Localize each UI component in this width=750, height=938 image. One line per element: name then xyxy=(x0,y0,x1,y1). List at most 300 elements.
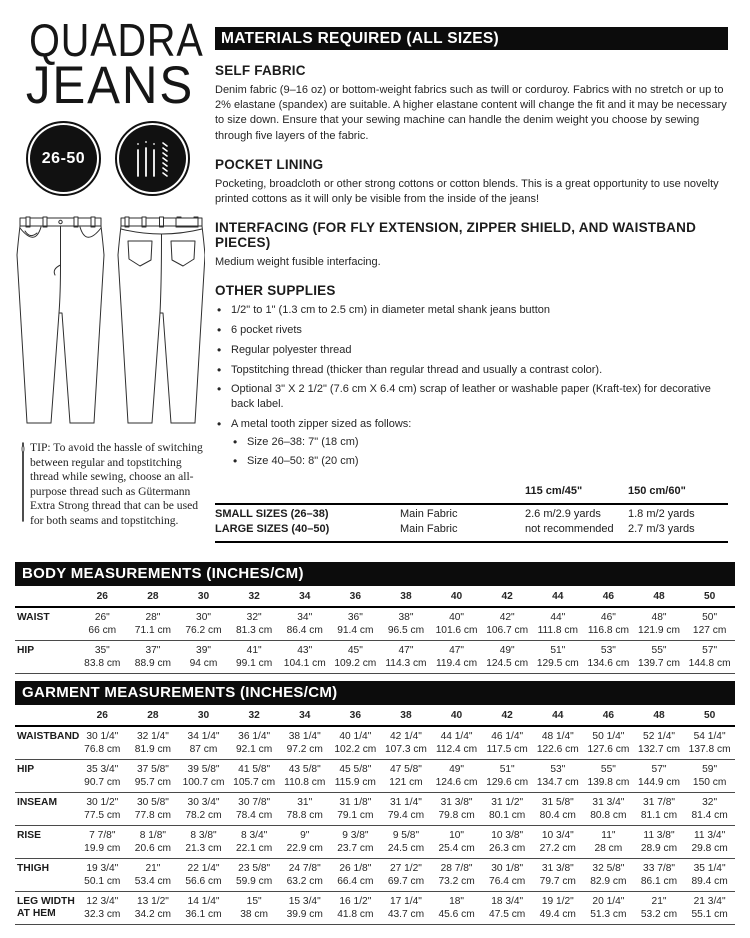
value-cm: 127 cm xyxy=(692,625,727,636)
value-inches: 31 1/2" xyxy=(491,797,524,808)
value-cm: 19.9 cm xyxy=(84,843,121,854)
fabric-row-label: SMALL SIZES (26–38) xyxy=(215,507,329,520)
value-inches: 45" xyxy=(347,645,363,656)
value-inches: 9" xyxy=(300,830,310,841)
value-cm: 144.8 cm xyxy=(688,658,731,669)
value-cm: 95.7 cm xyxy=(134,777,172,788)
value-inches: 46" xyxy=(600,612,616,623)
value-inches: 23 5/8" xyxy=(238,863,271,874)
value-cm: 105.7 cm xyxy=(233,777,276,788)
measurement-row xyxy=(15,793,735,826)
value-inches: 30 3/4" xyxy=(187,797,220,808)
measurement-cell xyxy=(178,862,229,888)
fabric-row-115: 2.6 m/2.9 yards xyxy=(525,507,601,520)
measurement-cell xyxy=(279,730,330,756)
value-inches: 21" xyxy=(651,896,667,907)
value-cm: 66 cm xyxy=(88,625,117,636)
measurement-cell xyxy=(431,644,482,670)
value-cm: 115.9 cm xyxy=(334,777,376,788)
fabric-row-label: LARGE SIZES (40–50) xyxy=(215,523,330,535)
value-cm: 99.1 cm xyxy=(236,658,273,669)
measurement-cell xyxy=(482,895,533,921)
measurement-cell xyxy=(178,644,229,670)
value-inches: 13 1/2" xyxy=(136,896,169,907)
measurement-cell xyxy=(178,611,229,637)
value-cm: 82.9 cm xyxy=(590,876,627,887)
logo-badges xyxy=(26,121,190,196)
value-inches: 28 7/8" xyxy=(440,863,473,874)
value-inches: 41 5/8" xyxy=(238,764,271,775)
value-inches: 15 3/4" xyxy=(288,896,321,907)
value-cm: 24.5 cm xyxy=(387,843,425,854)
value-inches: 53" xyxy=(550,764,566,775)
value-inches: 19 1/2" xyxy=(541,896,574,907)
bullet-item: • Topstitching thread (thicker than regular thread and usually a contrast color). xyxy=(215,363,728,378)
value-inches: 44" xyxy=(550,612,566,623)
value-cm: 139.8 cm xyxy=(587,777,630,788)
value-inches: 40 1/4" xyxy=(339,731,372,742)
measurement-cell xyxy=(229,763,280,789)
measurement-cell xyxy=(279,862,330,888)
measurement-cell xyxy=(381,796,432,822)
value-inches: 22 1/4" xyxy=(187,863,220,874)
value-cm: 83.8 cm xyxy=(84,658,121,669)
value-cm: 132.7 cm xyxy=(638,744,680,755)
measurement-cell xyxy=(482,730,533,756)
value-cm: 100.7 cm xyxy=(182,777,225,788)
measurement-cell xyxy=(178,895,229,921)
value-inches: 42" xyxy=(499,612,515,623)
value-cm: 79.4 cm xyxy=(387,810,425,821)
value-cm: 28 cm xyxy=(594,843,623,854)
measurement-cell xyxy=(684,796,735,822)
tip-text: TIP: To avoid the hassle of switching between regular and topstitching thread while sewing, choose an all-purpose thread such as Gütermann Extra Strong thread that can be used for both seams and topstitching. xyxy=(30,441,203,527)
body-measurements-table xyxy=(15,586,735,674)
interfacing-body: Medium weight fusible interfacing. xyxy=(215,256,381,269)
size-header-cell: 36 xyxy=(349,591,362,602)
value-inches: 30 1/2" xyxy=(86,797,119,808)
other-supplies-heading: OTHER SUPPLIES xyxy=(215,283,336,299)
value-cm: 111.8 cm xyxy=(537,625,578,636)
fabric-table-header-row xyxy=(215,484,728,505)
value-inches: 33 7/8" xyxy=(643,863,675,874)
size-header-cell: 36 xyxy=(349,710,362,721)
value-inches: 10" xyxy=(449,830,465,841)
measurement-cell xyxy=(77,862,128,888)
bullet-sublist xyxy=(231,435,728,468)
measurement-cell xyxy=(279,611,330,637)
value-cm: 97.2 cm xyxy=(286,744,323,755)
size-range-label: 26-50 xyxy=(41,149,86,167)
value-cm: 77.8 cm xyxy=(134,810,172,821)
bullet-item: • A metal tooth zipper sized as follows: • Size 26–38: 7" (18 cm) • Size 40–50: 8" (20 cm) xyxy=(215,417,728,469)
value-inches: 53" xyxy=(600,645,616,656)
value-inches: 17 1/4" xyxy=(389,896,422,907)
measurement-cell xyxy=(684,862,735,888)
size-range-badge xyxy=(26,121,101,196)
value-inches: 30 1/8" xyxy=(491,863,524,874)
bullet-subitem: • Size 26–38: 7" (18 cm) xyxy=(231,435,728,450)
value-cm: 109.2 cm xyxy=(334,658,377,669)
logo-word-quadra: QUADRA xyxy=(29,14,204,66)
value-inches: 30" xyxy=(196,612,211,623)
measurement-row xyxy=(15,727,735,760)
measurement-cell xyxy=(77,611,128,637)
measurement-row-label: RISE xyxy=(17,830,42,841)
value-inches: 38 1/4" xyxy=(288,731,321,742)
fabric-requirements-table xyxy=(215,484,728,543)
value-cm: 89.4 cm xyxy=(691,876,728,887)
value-cm: 66.4 cm xyxy=(337,876,374,887)
value-inches: 34 1/4" xyxy=(187,731,220,742)
value-inches: 57" xyxy=(702,645,718,656)
value-inches: 43" xyxy=(297,645,313,656)
value-cm: 137.8 cm xyxy=(688,744,731,755)
size-header-cell: 40 xyxy=(450,710,463,721)
value-cm: 45.6 cm xyxy=(438,909,475,920)
fabric-row-item: Main Fabric xyxy=(400,507,458,520)
garment-measurements-section xyxy=(15,681,735,925)
size-header-cell: 34 xyxy=(299,710,311,721)
value-cm: 94 cm xyxy=(189,658,218,669)
value-inches: 45 5/8" xyxy=(339,764,372,775)
measurement-cell xyxy=(431,763,482,789)
measurement-cell xyxy=(330,796,381,822)
measurement-cell xyxy=(279,796,330,822)
value-cm: 55.1 cm xyxy=(691,909,728,920)
bullet-item: • 6 pocket rivets xyxy=(215,323,728,338)
measurement-row-label: INSEAM xyxy=(17,797,58,808)
measurement-row-label: WAISTBAND xyxy=(17,731,80,742)
size-header-cell: 44 xyxy=(552,710,564,721)
value-cm: 88.9 cm xyxy=(134,658,172,669)
measurement-cell xyxy=(532,763,583,789)
measurement-cell xyxy=(482,829,533,855)
measurement-cell xyxy=(532,862,583,888)
jeans-front-back-drawing xyxy=(13,213,205,439)
measurement-cell xyxy=(532,730,583,756)
value-inches: 57" xyxy=(651,764,667,775)
value-inches: 51" xyxy=(499,764,515,775)
value-inches: 47" xyxy=(398,645,414,656)
value-inches: 55" xyxy=(651,645,667,656)
measurement-cell xyxy=(77,644,128,670)
value-inches: 50" xyxy=(702,612,718,623)
measurement-cell xyxy=(634,730,685,756)
value-cm: 76.2 cm xyxy=(185,625,222,636)
value-cm: 112.4 cm xyxy=(435,744,478,755)
measurement-cell xyxy=(583,763,634,789)
size-header-cell: 48 xyxy=(653,710,665,721)
value-cm: 101.6 cm xyxy=(435,625,478,636)
size-header-cell: 38 xyxy=(400,591,412,602)
value-inches: 36 1/4" xyxy=(238,731,271,742)
value-cm: 63.2 cm xyxy=(286,876,323,887)
measurement-cell xyxy=(431,796,482,822)
value-cm: 78.8 cm xyxy=(286,810,323,821)
value-cm: 80.8 cm xyxy=(590,810,627,821)
value-cm: 39.9 cm xyxy=(286,909,323,920)
measurement-row-label: HIP xyxy=(17,764,35,775)
value-inches: 31 3/8" xyxy=(440,797,473,808)
measurement-cell xyxy=(431,829,482,855)
value-cm: 127.6 cm xyxy=(587,744,630,755)
measurement-cell xyxy=(178,829,229,855)
measurement-cell xyxy=(634,895,685,921)
value-cm: 81.1 cm xyxy=(640,810,678,821)
measurement-cell xyxy=(229,796,280,822)
value-cm: 91.4 cm xyxy=(337,625,374,636)
measurement-cell xyxy=(431,611,482,637)
value-cm: 78.2 cm xyxy=(185,810,222,821)
measurement-cell xyxy=(229,895,280,921)
value-inches: 24 7/8" xyxy=(288,863,321,874)
value-inches: 35 1/4" xyxy=(693,863,726,874)
size-header-cell: 44 xyxy=(552,591,564,602)
measurement-cell xyxy=(634,862,685,888)
value-inches: 55" xyxy=(600,764,616,775)
measurement-row-label: LEG WIDTH AT HEM xyxy=(17,896,75,919)
measurement-row xyxy=(15,892,735,925)
measurement-cell xyxy=(229,644,280,670)
size-header-cell: 40 xyxy=(450,591,463,602)
measurement-cell xyxy=(583,730,634,756)
measurement-cell xyxy=(381,829,432,855)
value-inches: 30 7/8" xyxy=(238,797,271,808)
value-cm: 21.3 cm xyxy=(185,843,222,854)
measurement-cell xyxy=(279,895,330,921)
measurement-cell xyxy=(77,796,128,822)
value-cm: 87 cm xyxy=(189,744,218,755)
value-inches: 30 1/4" xyxy=(86,731,119,742)
measurement-cell xyxy=(178,763,229,789)
measurement-cell xyxy=(634,611,685,637)
measurement-cell xyxy=(330,895,381,921)
size-header-cell: 32 xyxy=(248,591,260,602)
value-cm: 79.8 cm xyxy=(438,810,475,821)
self-fabric-heading: SELF FABRIC xyxy=(215,63,306,78)
measurement-cell xyxy=(381,763,432,789)
value-inches: 31 1/8" xyxy=(339,797,372,808)
value-cm: 129.5 cm xyxy=(536,658,579,669)
value-inches: 54 1/4" xyxy=(693,731,726,742)
measurement-cell xyxy=(229,611,280,637)
interfacing-heading: INTERFACING (FOR FLY EXTENSION, ZIPPER SHIELD, AND WAISTBAND PIECES) xyxy=(215,220,697,251)
bullet-item: • Regular polyester thread xyxy=(215,343,728,358)
value-inches: 42 1/4" xyxy=(389,731,422,742)
value-cm: 71.1 cm xyxy=(134,625,172,636)
size-header-cell: 46 xyxy=(602,710,615,721)
value-cm: 116.8 cm xyxy=(587,625,629,636)
measurement-cell xyxy=(583,829,634,855)
value-inches: 28" xyxy=(145,612,161,623)
value-cm: 80.4 cm xyxy=(539,810,576,821)
fabric-table-row xyxy=(215,507,728,523)
value-inches: 31" xyxy=(297,797,313,808)
tip-note xyxy=(20,441,208,530)
measurement-cell xyxy=(634,763,685,789)
measurement-cell xyxy=(229,862,280,888)
value-cm: 29.8 cm xyxy=(691,843,728,854)
value-inches: 34" xyxy=(297,612,313,623)
measurement-cell xyxy=(532,611,583,637)
value-inches: 51" xyxy=(550,645,566,656)
measurement-cell xyxy=(77,730,128,756)
value-cm: 50.1 cm xyxy=(84,876,121,887)
measurement-cell xyxy=(381,730,432,756)
value-cm: 25.4 cm xyxy=(438,843,475,854)
value-inches: 16 1/2" xyxy=(339,896,372,907)
measurement-row xyxy=(15,760,735,793)
value-cm: 86.4 cm xyxy=(286,625,323,636)
value-inches: 15" xyxy=(246,896,262,907)
value-cm: 73.2 cm xyxy=(438,876,475,887)
value-cm: 150 cm xyxy=(692,777,727,788)
value-cm: 79.7 cm xyxy=(539,876,576,887)
measurement-cell xyxy=(684,895,735,921)
body-measurements-section xyxy=(15,562,735,674)
value-inches: 32 5/8" xyxy=(592,863,625,874)
measurement-cell xyxy=(482,763,533,789)
measurement-cell xyxy=(128,644,179,670)
value-cm: 114.3 cm xyxy=(385,658,427,669)
value-cm: 27.2 cm xyxy=(539,843,576,854)
measurement-cell xyxy=(381,611,432,637)
size-header-cell: 34 xyxy=(299,591,311,602)
value-inches: 26 1/8" xyxy=(339,863,372,874)
measurement-cell xyxy=(583,862,634,888)
value-cm: 53.2 cm xyxy=(640,909,678,920)
value-cm: 121.9 cm xyxy=(638,625,680,636)
value-inches: 7 7/8" xyxy=(89,830,116,841)
value-cm: 43.7 cm xyxy=(387,909,425,920)
value-cm: 110.8 cm xyxy=(284,777,326,788)
measurement-cell xyxy=(634,644,685,670)
value-cm: 34.2 cm xyxy=(134,909,172,920)
value-cm: 26.3 cm xyxy=(489,843,526,854)
value-inches: 49" xyxy=(499,645,515,656)
value-cm: 80.1 cm xyxy=(489,810,526,821)
value-inches: 18" xyxy=(449,896,465,907)
value-inches: 18 3/4" xyxy=(491,896,524,907)
measurement-cell xyxy=(634,796,685,822)
measurement-cell xyxy=(482,644,533,670)
value-cm: 139.7 cm xyxy=(638,658,680,669)
size-header-cell: 30 xyxy=(197,591,210,602)
size-header-cell: 46 xyxy=(602,591,615,602)
value-inches: 48" xyxy=(651,612,667,623)
value-cm: 124.6 cm xyxy=(435,777,478,788)
value-inches: 21" xyxy=(145,863,161,874)
measurement-row xyxy=(15,641,735,674)
value-cm: 106.7 cm xyxy=(486,625,529,636)
value-inches: 39" xyxy=(196,645,211,656)
measurement-cell xyxy=(583,895,634,921)
measurement-cell xyxy=(684,730,735,756)
size-header-cell: 26 xyxy=(96,591,108,602)
garment-measurements-header-bar: GARMENT MEASUREMENTS (INCHES/CM) xyxy=(15,681,735,705)
fabric-width-col-150: 150 cm/60" xyxy=(628,485,686,497)
fabric-row-150: 2.7 m/3 yards xyxy=(628,523,695,535)
measurement-cell xyxy=(431,730,482,756)
value-inches: 8 3/4" xyxy=(240,830,268,841)
measurement-cell xyxy=(482,862,533,888)
value-inches: 32" xyxy=(702,797,718,808)
measurement-cell xyxy=(330,611,381,637)
value-cm: 90.7 cm xyxy=(84,777,121,788)
value-inches: 44 1/4" xyxy=(440,731,473,742)
value-cm: 144.9 cm xyxy=(638,777,680,788)
body-measurements-header-bar: BODY MEASUREMENTS (INCHES/CM) xyxy=(15,562,735,586)
value-cm: 53.4 cm xyxy=(134,876,172,887)
materials-section xyxy=(215,27,728,549)
sizes-header-row xyxy=(15,705,735,727)
value-inches: 46 1/4" xyxy=(491,731,524,742)
size-header-cell: 50 xyxy=(703,710,716,721)
value-inches: 26" xyxy=(94,612,110,623)
fabric-table-body xyxy=(215,505,728,543)
measurement-cell xyxy=(77,763,128,789)
measurement-cell xyxy=(482,796,533,822)
garment-measurements-table xyxy=(15,705,735,925)
value-inches: 36" xyxy=(347,612,363,623)
value-inches: 10 3/4" xyxy=(541,830,574,841)
fabric-width-col-115: 115 cm/45" xyxy=(525,485,583,497)
measurement-cell xyxy=(128,611,179,637)
value-inches: 30 5/8" xyxy=(136,797,169,808)
needle-icon xyxy=(20,441,30,530)
size-header-cell: 28 xyxy=(147,591,159,602)
size-header-cell: 30 xyxy=(197,710,210,721)
value-inches: 59" xyxy=(702,764,718,775)
value-cm: 81.9 cm xyxy=(134,744,172,755)
value-cm: 92.1 cm xyxy=(236,744,273,755)
measurement-cell xyxy=(178,730,229,756)
logo-word-jeans: JEANS xyxy=(25,56,195,115)
measurement-cell xyxy=(229,730,280,756)
bullet-subitem: • Size 40–50: 8" (20 cm) xyxy=(231,454,728,469)
value-inches: 49" xyxy=(449,764,465,775)
value-cm: 78.4 cm xyxy=(236,810,273,821)
measurement-cell xyxy=(381,644,432,670)
value-cm: 104.1 cm xyxy=(283,658,326,669)
value-inches: 9 5/8" xyxy=(392,830,420,841)
value-inches: 12 3/4" xyxy=(86,896,119,907)
value-cm: 86.1 cm xyxy=(640,876,678,887)
measurement-cell xyxy=(77,829,128,855)
self-fabric-body: Denim fabric (9–16 oz) or bottom-weight fabrics such as twill or corduroy. Fabrics with no stretch or up to 2% elastane (spandex) are suitable. A higher elastane content will change the fit and it may be necessary to size down. Ensure that your sewing machine can handle the denim weight you choose by sewing through five layers of the fabric. xyxy=(215,84,727,142)
value-inches: 32 1/4" xyxy=(136,731,169,742)
measurement-cell xyxy=(128,895,179,921)
measurement-row xyxy=(15,859,735,892)
measurement-cell xyxy=(532,644,583,670)
value-cm: 79.1 cm xyxy=(337,810,374,821)
value-cm: 119.4 cm xyxy=(435,658,478,669)
value-cm: 59.9 cm xyxy=(236,876,273,887)
value-cm: 69.7 cm xyxy=(387,876,425,887)
measurement-cell xyxy=(684,763,735,789)
value-inches: 35" xyxy=(94,645,110,656)
pocket-lining-heading: POCKET LINING xyxy=(215,156,324,172)
measurement-cell xyxy=(279,763,330,789)
bullet-item: • 1/2" to 1" (1.3 cm to 2.5 cm) in diameter metal shank jeans button xyxy=(215,303,728,318)
measurement-cell xyxy=(128,763,179,789)
value-inches: 11" xyxy=(601,830,616,841)
measurement-cell xyxy=(634,829,685,855)
value-inches: 32" xyxy=(246,612,262,623)
measurement-cell xyxy=(128,796,179,822)
measurement-cell xyxy=(128,862,179,888)
